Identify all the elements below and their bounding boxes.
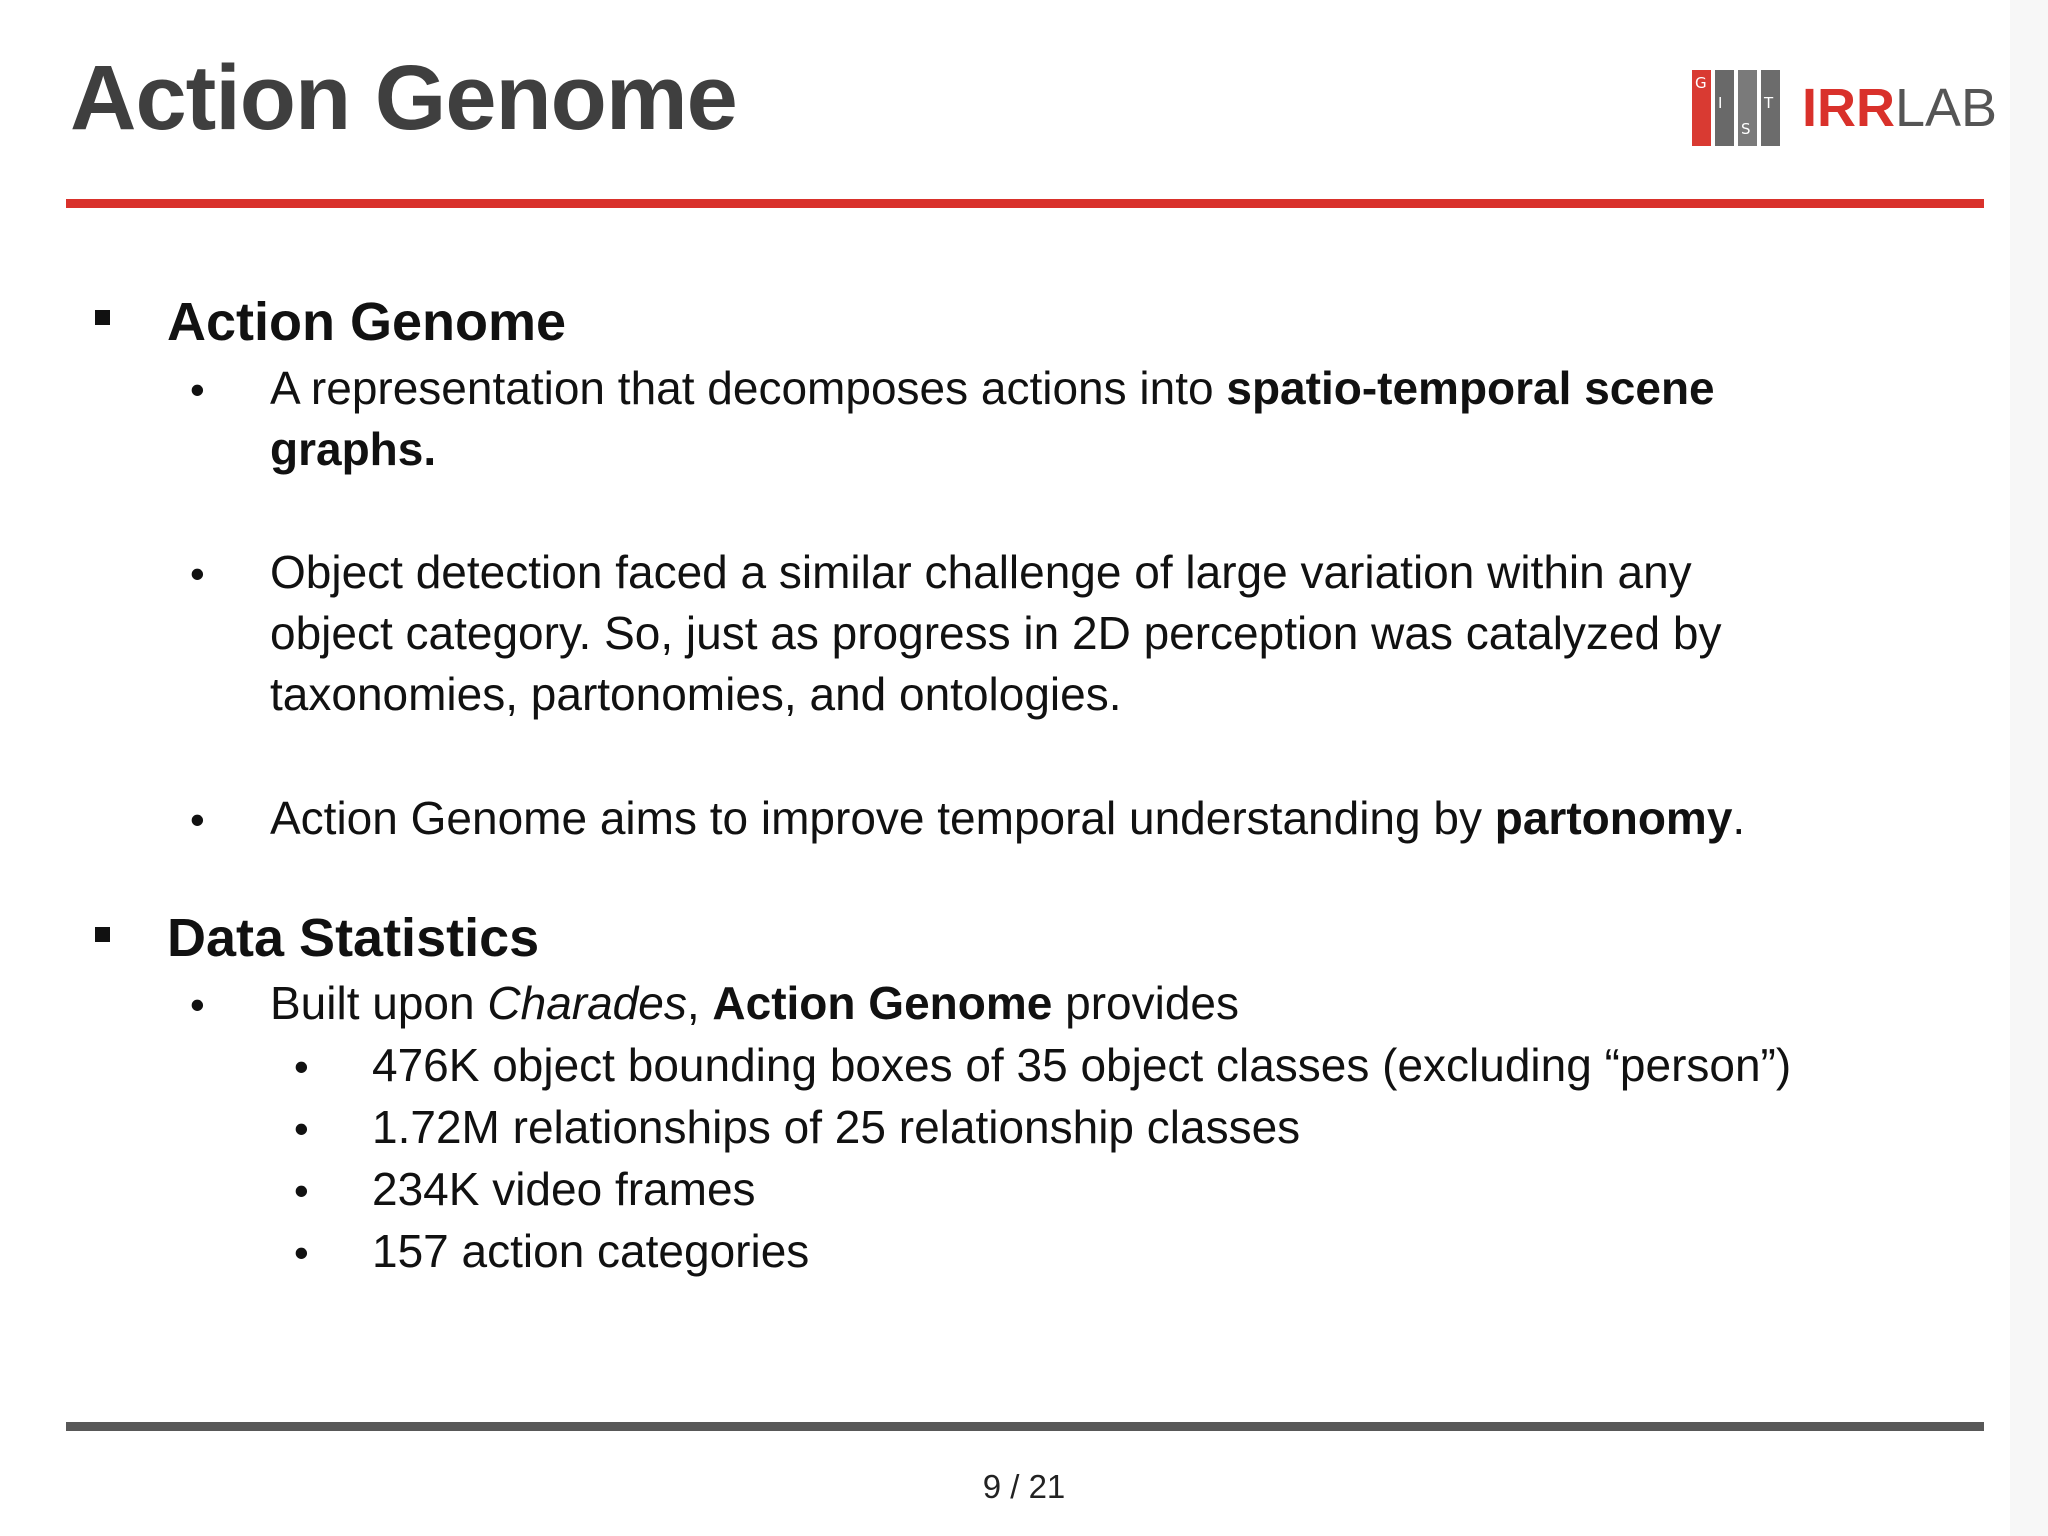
bullet-representation-line2: graphs. [270,423,437,475]
page-separator: / [1001,1468,1029,1505]
title-rule [66,199,1984,208]
page-number [0,1468,2048,1506]
bullet-object-detection-line2: object category. So, just as progress in 2D perception was catalyzed by [270,607,1722,659]
bullet-object-detection-line1: Object detection faced a similar challenge of large variation within any [270,546,1692,598]
subbullet-bounding-boxes: 476K object bounding boxes of 35 object classes (excluding “person”) [372,1039,1792,1091]
subbullet-dot: • [294,1043,309,1090]
page-current: 9 [982,1468,1002,1505]
gist-letter-t: T [1761,70,1780,146]
logo-lab: LAB [1895,78,1998,138]
subbullet-action-categories: 157 action categories [372,1225,810,1277]
subbullet-dot: • [294,1229,309,1276]
bullet-built-upon [270,977,1239,1029]
subbullet-video-frames: 234K video frames [372,1163,756,1215]
bullet-dot: • [190,366,205,413]
bullet-text: Built upon [270,977,488,1029]
bullet-text: . [1732,792,1746,844]
bullet-partonomy [270,792,1746,844]
bullet-representation-line1 [270,362,1715,414]
irrlab-logo [1692,70,1997,146]
section-heading-data-statistics: Data Statistics [167,908,540,968]
bullet-dot: • [190,981,205,1028]
footer-rule [66,1422,1984,1431]
logo-wordmark [1802,78,1998,138]
bullet-emphasis: partonomy [1494,792,1733,844]
subbullet-dot: • [294,1167,309,1214]
bullet-text: A representation that decomposes actions into [270,362,1227,414]
bullet-text: Action Genome aims to improve temporal understanding by [270,792,1495,844]
gist-logo-mark [1692,70,1780,146]
slide-title: Action Genome [70,47,737,149]
slide-edge [2010,0,2048,1536]
bullet-text: provides [1052,977,1239,1029]
section-marker [95,927,110,942]
section-marker [95,310,110,325]
bullet-emphasis: Action Genome [712,977,1053,1029]
logo-irr: IRR [1802,78,1895,138]
section-heading-action-genome: Action Genome [167,292,567,352]
bullet-dot: • [190,796,205,843]
bullet-text: , [686,977,713,1029]
gist-letter-g: G [1692,70,1711,146]
bullet-italic: Charades [487,977,687,1029]
bullet-emphasis: spatio-temporal scene [1226,362,1715,414]
bullet-object-detection-line3: taxonomies, partonomies, and ontologies. [270,668,1122,720]
page-total: 21 [1028,1468,1066,1505]
subbullet-dot: • [294,1105,309,1152]
gist-letter-i: I [1715,70,1734,146]
gist-letter-s: S [1738,70,1757,146]
bullet-dot: • [190,550,205,597]
subbullet-relationships: 1.72M relationships of 25 relationship classes [372,1101,1301,1153]
